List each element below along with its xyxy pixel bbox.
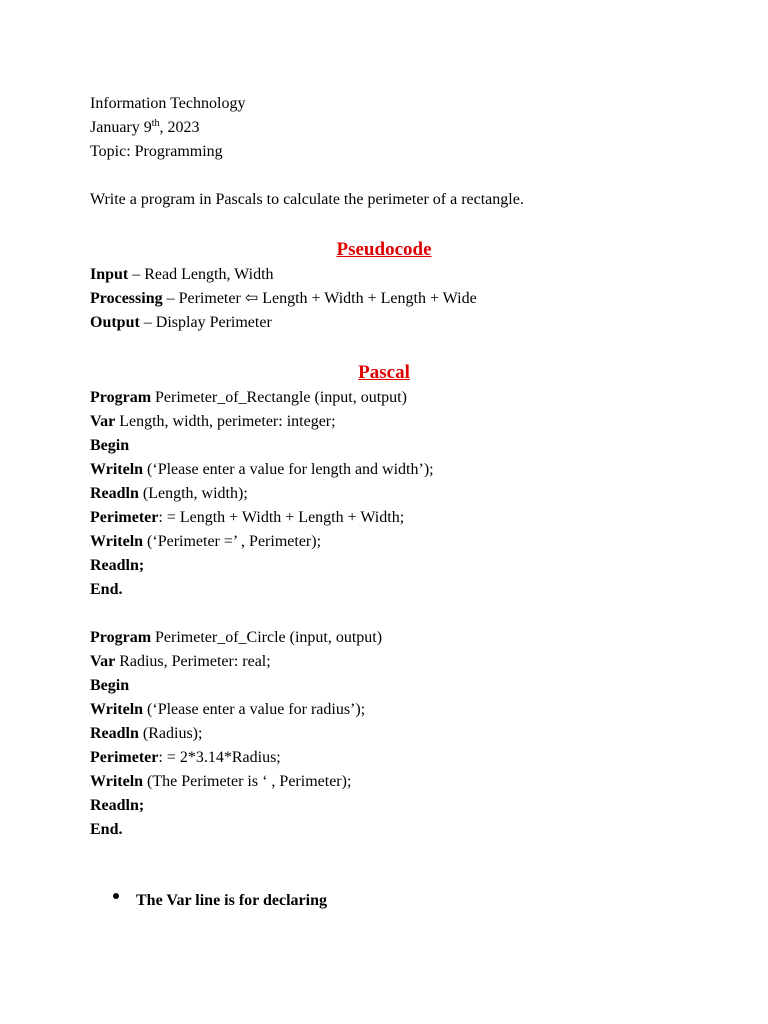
circle-var-line [90,652,271,672]
date-prefix: January 9 [90,119,152,136]
circle-writeln2-keyword: Writeln [90,773,144,790]
rect-perimeter-line [90,508,404,528]
rect-readln2-keyword: Readln; [90,557,145,574]
circle-program-text: Perimeter_of_Circle (input, output) [151,629,383,646]
rect-perimeter-text: : = Length + Width + Length + Width; [158,509,405,526]
date-line [90,118,200,138]
date-superscript: th [151,118,160,129]
pseudocode-input-line [90,265,274,285]
circle-perimeter-line [90,748,281,768]
circle-begin-line [90,676,129,696]
circle-readln2-line [90,796,144,816]
circle-end-keyword: End. [90,821,123,838]
circle-readln2-keyword: Readln; [90,797,145,814]
circle-var-text: Radius, Perimeter: real; [115,653,271,670]
circle-perimeter-text: : = 2*3.14*Radius; [158,749,281,766]
bullet-dot-icon [113,893,119,899]
rect-perimeter-keyword: Perimeter [90,509,159,526]
output-label: Output [90,314,140,331]
circle-end-line [90,820,122,840]
pseudocode-processing-line [90,289,477,309]
output-text: – Display Perimeter [139,314,272,331]
pseudocode-heading: Pseudocode [336,239,432,260]
circle-program-line [90,628,382,648]
subject-line [90,94,245,114]
input-label: Input [90,266,129,283]
topic-line [90,142,223,162]
input-text: – Read Length, Width [128,266,274,283]
bullet-note-text: The Var line is for declaring [136,892,327,909]
rect-writeln2-text: (‘Perimeter =’ , Perimeter); [143,533,322,550]
circle-writeln1-line [90,700,365,720]
rect-writeln1-line [90,460,434,480]
circle-begin-keyword: Begin [90,677,130,694]
processing-label: Processing [90,290,163,307]
rect-begin-keyword: Begin [90,437,130,454]
circle-perimeter-keyword: Perimeter [90,749,159,766]
circle-var-keyword: Var [90,653,116,670]
rect-program-text: Perimeter_of_Rectangle (input, output) [151,389,407,406]
rect-readln2-line [90,556,144,576]
rect-end-line [90,580,122,600]
rect-writeln1-text: (‘Please enter a value for length and width’); [143,461,434,478]
circle-writeln1-text: (‘Please enter a value for radius’); [143,701,366,718]
circle-readln1-line [90,724,202,744]
pascal-heading: Pascal [358,362,410,383]
rect-end-keyword: End. [90,581,123,598]
date-suffix: , 2023 [159,119,200,136]
rect-var-text: Length, width, perimeter: integer; [115,413,336,430]
task-statement: Write a program in Pascals to calculate the perimeter of a rectangle. [90,191,524,208]
circle-program-keyword: Program [90,629,152,646]
rect-program-line [90,388,407,408]
rect-var-line [90,412,336,432]
rect-writeln1-keyword: Writeln [90,461,144,478]
rect-readln1-keyword: Readln [90,485,139,502]
circle-writeln2-line [90,772,351,792]
topic-label: Topic: [90,143,131,160]
rect-readln1-line [90,484,248,504]
circle-readln1-keyword: Readln [90,725,139,742]
processing-text: – Perimeter ⇦ Length + Width + Length + Wide [162,290,477,307]
topic-value: Programming [130,143,223,160]
rect-var-keyword: Var [90,413,116,430]
rect-readln1-text: (Length, width); [138,485,248,502]
rect-program-keyword: Program [90,389,152,406]
circle-writeln2-text: (The Perimeter is ‘ , Perimeter); [143,773,352,790]
rect-writeln2-keyword: Writeln [90,533,144,550]
rect-writeln2-line [90,532,321,552]
subject-text: Information Technology [90,95,246,112]
circle-readln1-text: (Radius); [138,725,203,742]
rect-begin-line [90,436,129,456]
pseudocode-output-line [90,313,272,333]
circle-writeln1-keyword: Writeln [90,701,144,718]
